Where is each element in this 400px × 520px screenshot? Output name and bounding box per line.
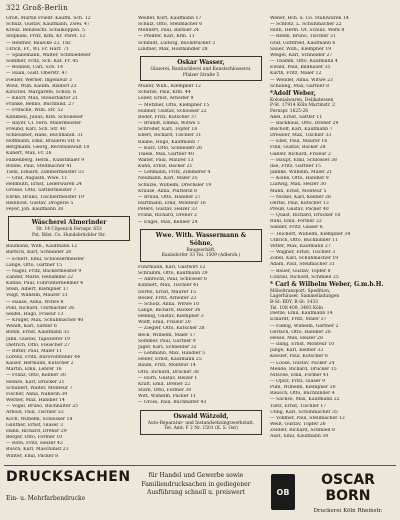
directory-entry: Heller, Ernst, Kaufmann 25 (138, 357, 202, 363)
advert-name: * Carl & Wilhelm Weber, G.m.b.H. (270, 280, 384, 288)
directory-entry: Uhlig, Karl, Schuhmacher 35 (270, 409, 338, 415)
directory-entry: — Haase, Anna, Witwe 8 (6, 299, 64, 305)
directory-entry: Schramm, Otto, Kaufmann 29 (138, 271, 208, 277)
directory-entry: Ebert, Richard, Tischler 31 (138, 133, 202, 139)
directory-entry: Falkenberg, Herm., Kunstmaler 9 (6, 157, 85, 163)
directory-entry: — Metzner, Otto, Klempner 15 (138, 102, 210, 108)
directory-entry: Kirschel, Margarete, Schon. 6 (6, 89, 77, 95)
directory-entry: — Quast, Richard, Drucker 18 (270, 213, 341, 219)
directory-entry: Klinkbeil, Julius, Kfm. Schöneber (6, 114, 83, 120)
oscar-born-block (300, 466, 396, 518)
directory-entry: Baum, Fritz, Monteur 14 (138, 363, 196, 369)
directory-entry: Hennig, Gustav, Klempner 3 (138, 314, 204, 320)
directory-entry: Witt, Wilhelm, Packer 11 (138, 394, 196, 400)
directory-entry: — Gross, Paul, Buchhalter 43 (138, 400, 207, 406)
directory-entry: Huth, Herm. Ot. Schulz. Werk 8 (270, 28, 345, 34)
directory-entry: Tietz, Ernst, Tischler 17 (270, 403, 327, 409)
directory-entry: Schütze, Paul, Kfm. 44 (138, 90, 191, 96)
directory-entry: Hellmuth, Ernst, Lederwaren 24 (6, 182, 82, 188)
directory-entry: Lange, Richard, Bäcker 36 (138, 308, 201, 313)
printing-description (126, 466, 266, 518)
column-1 (6, 16, 132, 462)
printing-line: Ausführung schnell u. preiswert (147, 489, 245, 496)
directory-entry: — Wendel, Anna, Witwe 23 (270, 77, 333, 83)
directory-entry: Sander, Fritz, Glaser 6 (270, 225, 323, 231)
directory-entry: — Eckert, Emil, Schlossermeister (6, 256, 85, 262)
directory-entry: Kurth, Fritz, Maler 12 (270, 71, 322, 77)
directory-entry: Hübner, Gustav, Schlosser 22 (138, 108, 207, 114)
column-2 (138, 16, 264, 462)
directory-entry: Hahn, Richard, Dreher 29 (6, 428, 67, 434)
directory-entry: — Sachse, Max, Kaufmann 22 (270, 397, 340, 403)
directory-entry: — Nickel, Karl, Kellner 26 (270, 194, 331, 200)
directory-entry: Weber, Hch. u. Co. Stahlwaren 14 (270, 16, 349, 21)
advert-line: Tel. Amt: F 2 Nr. 1501 (K. S. Ost) (164, 426, 238, 432)
directory-entry: Bergmann, Georg, Rechtsanwalt 18 (6, 145, 90, 151)
directory-entry: Jahnke, Wilhelm, Maler 21 (270, 170, 333, 176)
directory-entry: — Wagner, Ernst, Tischler 3 (270, 250, 336, 256)
printer-logo (266, 466, 300, 518)
directory-entry: Kraft, Emil, Dreher 22 (138, 381, 191, 387)
col2-entries-top (138, 16, 264, 53)
directory-entry: Preuß, Gustav, Packer 40 (270, 207, 329, 212)
directory-entry: Seidel, Hugo, Friseur 13 (6, 311, 64, 317)
advert-adolf-weber (270, 90, 396, 115)
directory-entry: Schilling, Max, Gärtner 8 (270, 83, 330, 89)
directory-entry: Hesse, Max, Heizer 28 (270, 335, 323, 341)
directory-entry: Kühne, Paul, Fuhrunternehmer 4 (6, 281, 84, 287)
directory-entry: Lange, Otto, Gärtner 15 (6, 262, 63, 268)
directory-entry: — Haan, Gust. Oberstr. 47 (6, 71, 68, 77)
directory-entry: Wolff, Emil, Friseur 20 (138, 320, 191, 326)
directory-entry: Günther, Ernst, Glaser 3 (6, 422, 63, 428)
directory-entry: Hartmann, Emil, Monteur 16 (138, 201, 206, 207)
directory-entry: — Roth, Fritz, Heizer 42 (6, 441, 63, 447)
directory-entry: Ulrich, Fr., Wl. Fr. Harr. 71 (6, 46, 70, 52)
directory-entry: Vetter, Max, Kaufmann 27 (270, 243, 331, 249)
directory-entry: — Horn, Gustav, Heizer 1 (138, 375, 198, 381)
directory-entry: Gabler, Richard, Friseur 2 (270, 151, 331, 157)
directory-entry: — Brandt, Emma, Witwe 5 (138, 121, 200, 127)
directory-entry: Kunert, Max, Fr. 26 (6, 151, 52, 157)
directory-entry: Schulze, Wilhelm, Drechsler 19 (138, 182, 212, 188)
directory-entry: Heinze, Karl, Drucker 21 (6, 379, 65, 385)
directory-entry: Frank, Richard, Dreher 2 (138, 213, 197, 219)
advert-carl-wilhelm-weber (270, 281, 396, 311)
directory-entry: Fuhrmann, Karl, Gastwirt 12 (138, 264, 206, 270)
directory-entry: Puhl, Wilhelm, Klempner 30 (270, 385, 336, 391)
directory-entry: Arnold, Paul, Tischler 33 (6, 410, 64, 416)
directory-entry: — Rentner, Baulcke 23, Thr. (6, 40, 72, 46)
directory-entry: — Lehmann, Fritz, Zimmerer 4 (138, 170, 211, 176)
directory-entry: — Fiebig, Wilhelm, Gärtner 2 (270, 323, 339, 329)
directory-entry: Reinhold, Gustav, Drogerie 5 (6, 200, 74, 206)
directory-entry: Hoffmann, Emil, Brauerei Str. 6 (6, 139, 80, 145)
directory-entry: — Teichert, Wilhelm, Klempner 34 (270, 231, 351, 237)
directory-entry: — Bauer, Gustav, Töpfer 8 (270, 268, 331, 274)
directory-entry: Neumann, Karl, Maler 35 (138, 176, 198, 182)
advert-line: Auto-Reparatur- und Instandsetzungswerkstatt, (147, 420, 255, 426)
directory-entry: Fischer, Anna, Näherin 39 (6, 391, 68, 397)
directory-entry: Busch, Karl, Maschinist 23 (6, 447, 69, 453)
directory-entry: Otto, Richard, Drucker 38 (138, 369, 199, 375)
directory-entry: Junge, Karl, Kellner 33 (270, 348, 324, 354)
directory-entry: Gräf, Gottfried, Kaufmann 6 (270, 40, 336, 46)
advert-line: Fernspr. 1625-26 (270, 109, 309, 115)
directory-entry: — Bonnen, Carl, Sch. 14 (6, 65, 63, 71)
advert-line: Baugeschäft, (186, 247, 216, 253)
directory-entry: Werner, Max, Händler 14 (6, 398, 65, 404)
directory-entry: Winter, Emil, Packer 8 (6, 453, 59, 459)
oscar-born-title: OSCAR BORN (321, 472, 375, 504)
directory-entry: — Nagel, Fritz, Bäckermeister 9 (6, 268, 82, 274)
directory-entry: Weißer, Kurt, Kaufmann 17 (138, 16, 202, 21)
directory-entry: Pohl, Richard, Uhrmacher 26 (6, 305, 75, 311)
directory-entry: — Knorr, Max, Steuerfaktor 21 (6, 96, 78, 102)
directory-entry: Eckardt, Fritz, Maler 37 (270, 317, 327, 323)
directory-entry: Stephani, Fritz, Kfm. Kr. Paret. 12 (6, 34, 86, 40)
col1-entries-bottom (6, 244, 132, 459)
directory-entry: Peters, Gustav, Heizer 33 (138, 207, 198, 213)
directory-entry: — Ebel, Paul, Maurer 16 (270, 139, 328, 145)
directory-entry: Gerlach, Otto, Händler 20 (270, 329, 331, 335)
directory-entry: Schulz, Otto, Stellmacher 6 (138, 22, 203, 28)
directory-entry: Wendt, Karl, Sattler 6 (6, 324, 57, 330)
drucksachen-sub: Ein- u. Mehrfarbendrucke (6, 495, 86, 502)
directory-entry: — Ritter, Paul, Maler 11 (6, 348, 63, 354)
directory-entry: Mann, Ernst, Monteur 5 (270, 188, 327, 194)
directory-entry: Bohne, Paul, Stellmacher 41 (6, 163, 73, 169)
advert-line: Kolonialwaren, Delikatessen (270, 97, 334, 103)
advert-name: Wäscherei Almerinder (31, 219, 107, 226)
directory-entry: Müller, Wilh., Klempner 12 (138, 84, 201, 90)
advert-waetzold (140, 410, 262, 435)
directory-entry: — Ziegler, Otto, Kutscher 28 (138, 326, 205, 332)
directory-entry: Ehrke, Bruno, Tischlermeister 19 (6, 194, 84, 200)
directory-entry: Stark, Otto, Former 30 (138, 388, 192, 394)
directory-entry: — Bayer, Cl. Ferd. Malermeister (6, 120, 82, 126)
directory-entry: Fiedler, Werner, Ingenieur 3 (6, 77, 72, 83)
directory-entry: Grosse, Otto, Sattlermeister 7 (6, 188, 77, 194)
directory-columns (6, 16, 396, 462)
drucksachen-block (4, 466, 131, 518)
directory-entry: Sommer, Fritz, Sch. Kat. Fr. 45 (6, 59, 79, 65)
advert-line: Tel. 108 409, 3493 Köln (270, 305, 323, 311)
directory-entry: Sommer, Paul, Gärtner 9 (138, 338, 196, 344)
directory-entry: Dietrich, Otto, Fleischer 27 (6, 342, 70, 348)
directory-entry: Tiehl, Eduard, Zimmermeister 33 (6, 169, 84, 175)
directory-entry: Mehnert, Paul, Barbier 24 (138, 28, 199, 34)
directory-entry: Thiele, Max, Gärtner 40 (138, 151, 194, 157)
directory-entry: Kessler, Paul, Kutscher 6 (270, 354, 328, 360)
advert-line: Pst. Bdst. Co. Hundsbrückler Str. (32, 232, 106, 238)
advert-line: Pfalzer Straße 5 (182, 72, 220, 78)
col3-entries-mid (270, 115, 396, 281)
directory-entry: — Vogel, Bruno, Buchhalter 25 (6, 404, 79, 410)
directory-entry: Jäger, Karl, Schneider 32 (138, 344, 197, 350)
directory-entry: Zeidler, Richard, Schmied 8 (270, 428, 335, 434)
directory-entry: — Rehm, Bruno, Tischler 31 (270, 34, 336, 40)
directory-entry: Rausch, Otto, Buchbinder 4 (270, 391, 335, 397)
directory-entry: Dietze, Emil, Kaufmann 14 (270, 311, 333, 317)
directory-entry: Röder, Fritz, Kutscher 37 (138, 114, 197, 120)
advert-line: Möbeltransport, Spedition, (270, 288, 331, 294)
directory-entry: — Lehmann, Max, Händler 5 (138, 351, 206, 357)
directory-entry: Stein, Albert, Klempner 17 (6, 287, 69, 293)
directory-entry: Weiß, Gustav, Töpfer 26 (270, 422, 326, 428)
directory-entry: Fink, Gustav, Bäcker 24 (270, 145, 326, 151)
directory-entry: Franke, Benno, Buchbind. 27 (6, 102, 75, 108)
page-header: 322 Groß-Berlin (6, 4, 68, 12)
col2-entries-mid (138, 84, 264, 226)
directory-entry: Beck, Wilhelm, Maler 17 (138, 332, 196, 338)
advert-name: *Adolf Weber, (270, 89, 316, 97)
directory-entry: Wold, Wilh. Kaufm. Rixdorf 23 (6, 83, 77, 89)
directory-entry: Schulz, Gustav, Kaufmann, Zwei. 47 (6, 22, 90, 28)
directory-entry: Walter, Paul, Maurer 13 (138, 158, 194, 163)
directory-entry: — Schlötz, L. Schuhmacher 22 (270, 22, 342, 28)
directory-entry: — Fritsche, Wilh. Str. 52 (6, 108, 64, 114)
directory-entry: Martin, Emil, Lehrer 16 (6, 367, 62, 373)
advert-name: Oskar Wasser, (177, 58, 225, 66)
directory-entry: Schleusner, Hans, Buchhändl. 31 (6, 132, 84, 138)
directory-entry: — Opitz, Fritz, Glaser 9 (270, 378, 325, 384)
directory-entry: Feyer, Joh. Kaufmann 38 (6, 206, 64, 212)
directory-entry: Jahn, Gustav, Tapezierer 19 (6, 336, 71, 342)
directory-entry: Schröder, Karl, Töpfer 18 (138, 127, 198, 133)
advert-line: B-St: BDY, R-St: 1433 (270, 300, 318, 306)
directory-entry: Berger, Otto, Former 10 (6, 435, 63, 441)
directory-entry: — Kolbe, Otto, Händler 9 (270, 176, 329, 182)
directory-entry: Kühn, Ernst, Bäcker 21 (138, 164, 193, 170)
advert-line: Glaserei, Bautischlerei und Kunstschlosserei, (150, 66, 252, 72)
directory-entry: Zander, Marie, Hebamme 22 (6, 274, 74, 280)
directory-entry: Groß, Martin Friedr. Kaufm. Sch. 12 (6, 16, 91, 21)
advert-line: Kaulsdorfer 33 Tel. 1509 (Adlersh.) (161, 253, 241, 259)
col2-entries-mid2 (138, 265, 264, 407)
directory-entry: — Loose, Gustav, Packer 24 (270, 360, 335, 366)
footer-advert-band (4, 465, 396, 518)
directory-entry: Voigt, Wilhelm, Maurer 31 (6, 293, 68, 299)
column-3 (270, 16, 396, 462)
directory-entry: Freund, Karl, Sch. Str. 40 (6, 126, 66, 132)
advert-name: Wwe. With. Wassermann & Söhne, (155, 231, 247, 247)
printing-line: für Handel und Gewerbe sowie (148, 472, 244, 479)
advert-name: Oswald Wätzold, (173, 412, 229, 420)
directory-entry: Abel, Ernst, Sattler 11 (270, 114, 323, 120)
directory-entry: — Thamm, Otto, Kaufmann 4 (270, 59, 338, 65)
directory-entry: — Illing, Ernst, Monteur 10 (270, 342, 335, 348)
directory-entry: Nitsche, Emil, Former 41 (270, 372, 329, 378)
directory-entry: — Haupt, Emil, Schlosser 38 (270, 157, 337, 163)
directory-entry: Lindner, Max, Holzhändler 28 (138, 46, 208, 52)
directory-entry: Schubert, Walter, Monteur 7 (6, 385, 73, 391)
directory-entry: Ilse, Fritz, Gärtner 15 (270, 163, 321, 169)
advert-line: P-St. 17914 Köln Martinstr. 2 (270, 103, 335, 109)
directory-entry: Kreuz. Benzeschl. Schalkoppen. 5 (6, 28, 85, 34)
directory-entry: — Backhaus, Otto, Dreher 29 (270, 120, 339, 126)
directory-entry: Adam, Paul, Stellmacher 31 (270, 262, 335, 268)
directory-entry: Oertel, Paul, Kutscher 13 (270, 200, 329, 206)
directory-entry: — Graf, Auguste, Wwe. 11 (6, 176, 68, 182)
oscar-born-sub: Druckerei Köln Rheinstr. (313, 508, 383, 514)
directory-entry: Weigel, Karl, Schneider 27 (270, 52, 333, 58)
directory-entry: Ulbrich, Otto, Buchbinder 11 (270, 237, 338, 243)
advert-waescherei (8, 216, 130, 241)
directory-entry: — Scholz, Anna, Witwe 10 (138, 301, 200, 307)
directory-entry: Kuhnert, Max, Tischler 41 (138, 283, 199, 289)
directory-entry: — Pfeiffer, Karl, Kfm. 11 (138, 34, 195, 40)
advert-line: Nr. 14 Cöpenick Fernspr. 653 (36, 227, 102, 232)
directory-entry: — Albrecht, Paul, Schlosser 6 (138, 277, 207, 283)
directory-entry: — Engel, Max, Kellner 24 (138, 219, 198, 225)
advert-line: Lagerhäuser, Sammelladungen (270, 294, 340, 300)
directory-entry: Bartsch, Kurt, Schneider 28 (6, 250, 72, 256)
col1-entries-top (6, 16, 132, 213)
directory-entry: Conrad, Richard, Schmied 25 (270, 274, 339, 280)
directory-entry: Kaiser, Hermann, Kutscher 2 (6, 361, 74, 367)
directory-entry: Zobel, Karl, Schuhmacher 19 (270, 256, 339, 262)
directory-entry: Dörfel, Ernst, Maurer 15 (138, 289, 196, 295)
printer-logo-badge: OB (271, 474, 295, 510)
directory-entry: Dressler, Max, Tischler 33 (270, 133, 332, 139)
directory-entry: Baumann, Wilh., Kaufmann 12 (6, 244, 78, 250)
directory-entry: Mende, Richard, Drucker 15 (270, 366, 337, 372)
directory-entry: Koch, Wilhelm, Schlosser 18 (6, 416, 73, 422)
col3-entries-top (270, 16, 396, 90)
advert-wassermann (140, 229, 262, 262)
directory-entry: — Vollmer, Paul, Stellmacher 12 (270, 415, 345, 421)
printing-line: Familiendrucksachen in gediegener (141, 480, 251, 488)
directory-entry: Ewald, Paul, Bildhauer 35 (270, 65, 331, 71)
directory-entry: Sauer, Wilh., Klempner 19 (270, 46, 332, 52)
directory-entry: — Kurz, Otto, Schneider 26 (138, 145, 203, 151)
directory-entry: Krause, Anna, Plätterin 8 (138, 188, 197, 194)
directory-entry: Ludwig, Max, Heizer 30 (270, 182, 326, 188)
directory-entry: Böhm, Ernst, Kaufmann 35 (6, 330, 70, 336)
directory-entry: — Braun, Otto, Händler 27 (138, 194, 201, 200)
directory-entry: Bischoff, Karl, Kaufmann 7 (270, 126, 333, 132)
directory-entry: Leder, Ernst, Arbeiter 9 (138, 96, 194, 102)
col3-entries-bottom (270, 311, 396, 440)
directory-entry: Rühl, Emil, Former 22 (270, 219, 322, 225)
drucksachen-title: DRUCKSACHEN (6, 469, 131, 485)
directory-entry: — Krüger, Max, Schuhmacher 40 (6, 318, 84, 324)
directory-entry: — Spänemann, Walter, Schmiedeber (6, 52, 91, 58)
directory-entry: Lorenz, Fritz, Bürovorsteher 44 (6, 355, 81, 360)
directory-entry: Aust, Emil, Kaufmann 39 (270, 434, 329, 440)
directory-entry: Raabe, Hugo, Kaufmann 7 (138, 139, 200, 145)
advert-oskar-wasser (140, 56, 262, 81)
directory-entry: Rösler, Fritz, Arbeiter 23 (138, 295, 197, 301)
directory-entry: — Franz, Otto, Kellner 30 (6, 373, 66, 379)
directory-entry: Schmidt, Ludwig, Buchdrucker 3 (138, 40, 216, 46)
